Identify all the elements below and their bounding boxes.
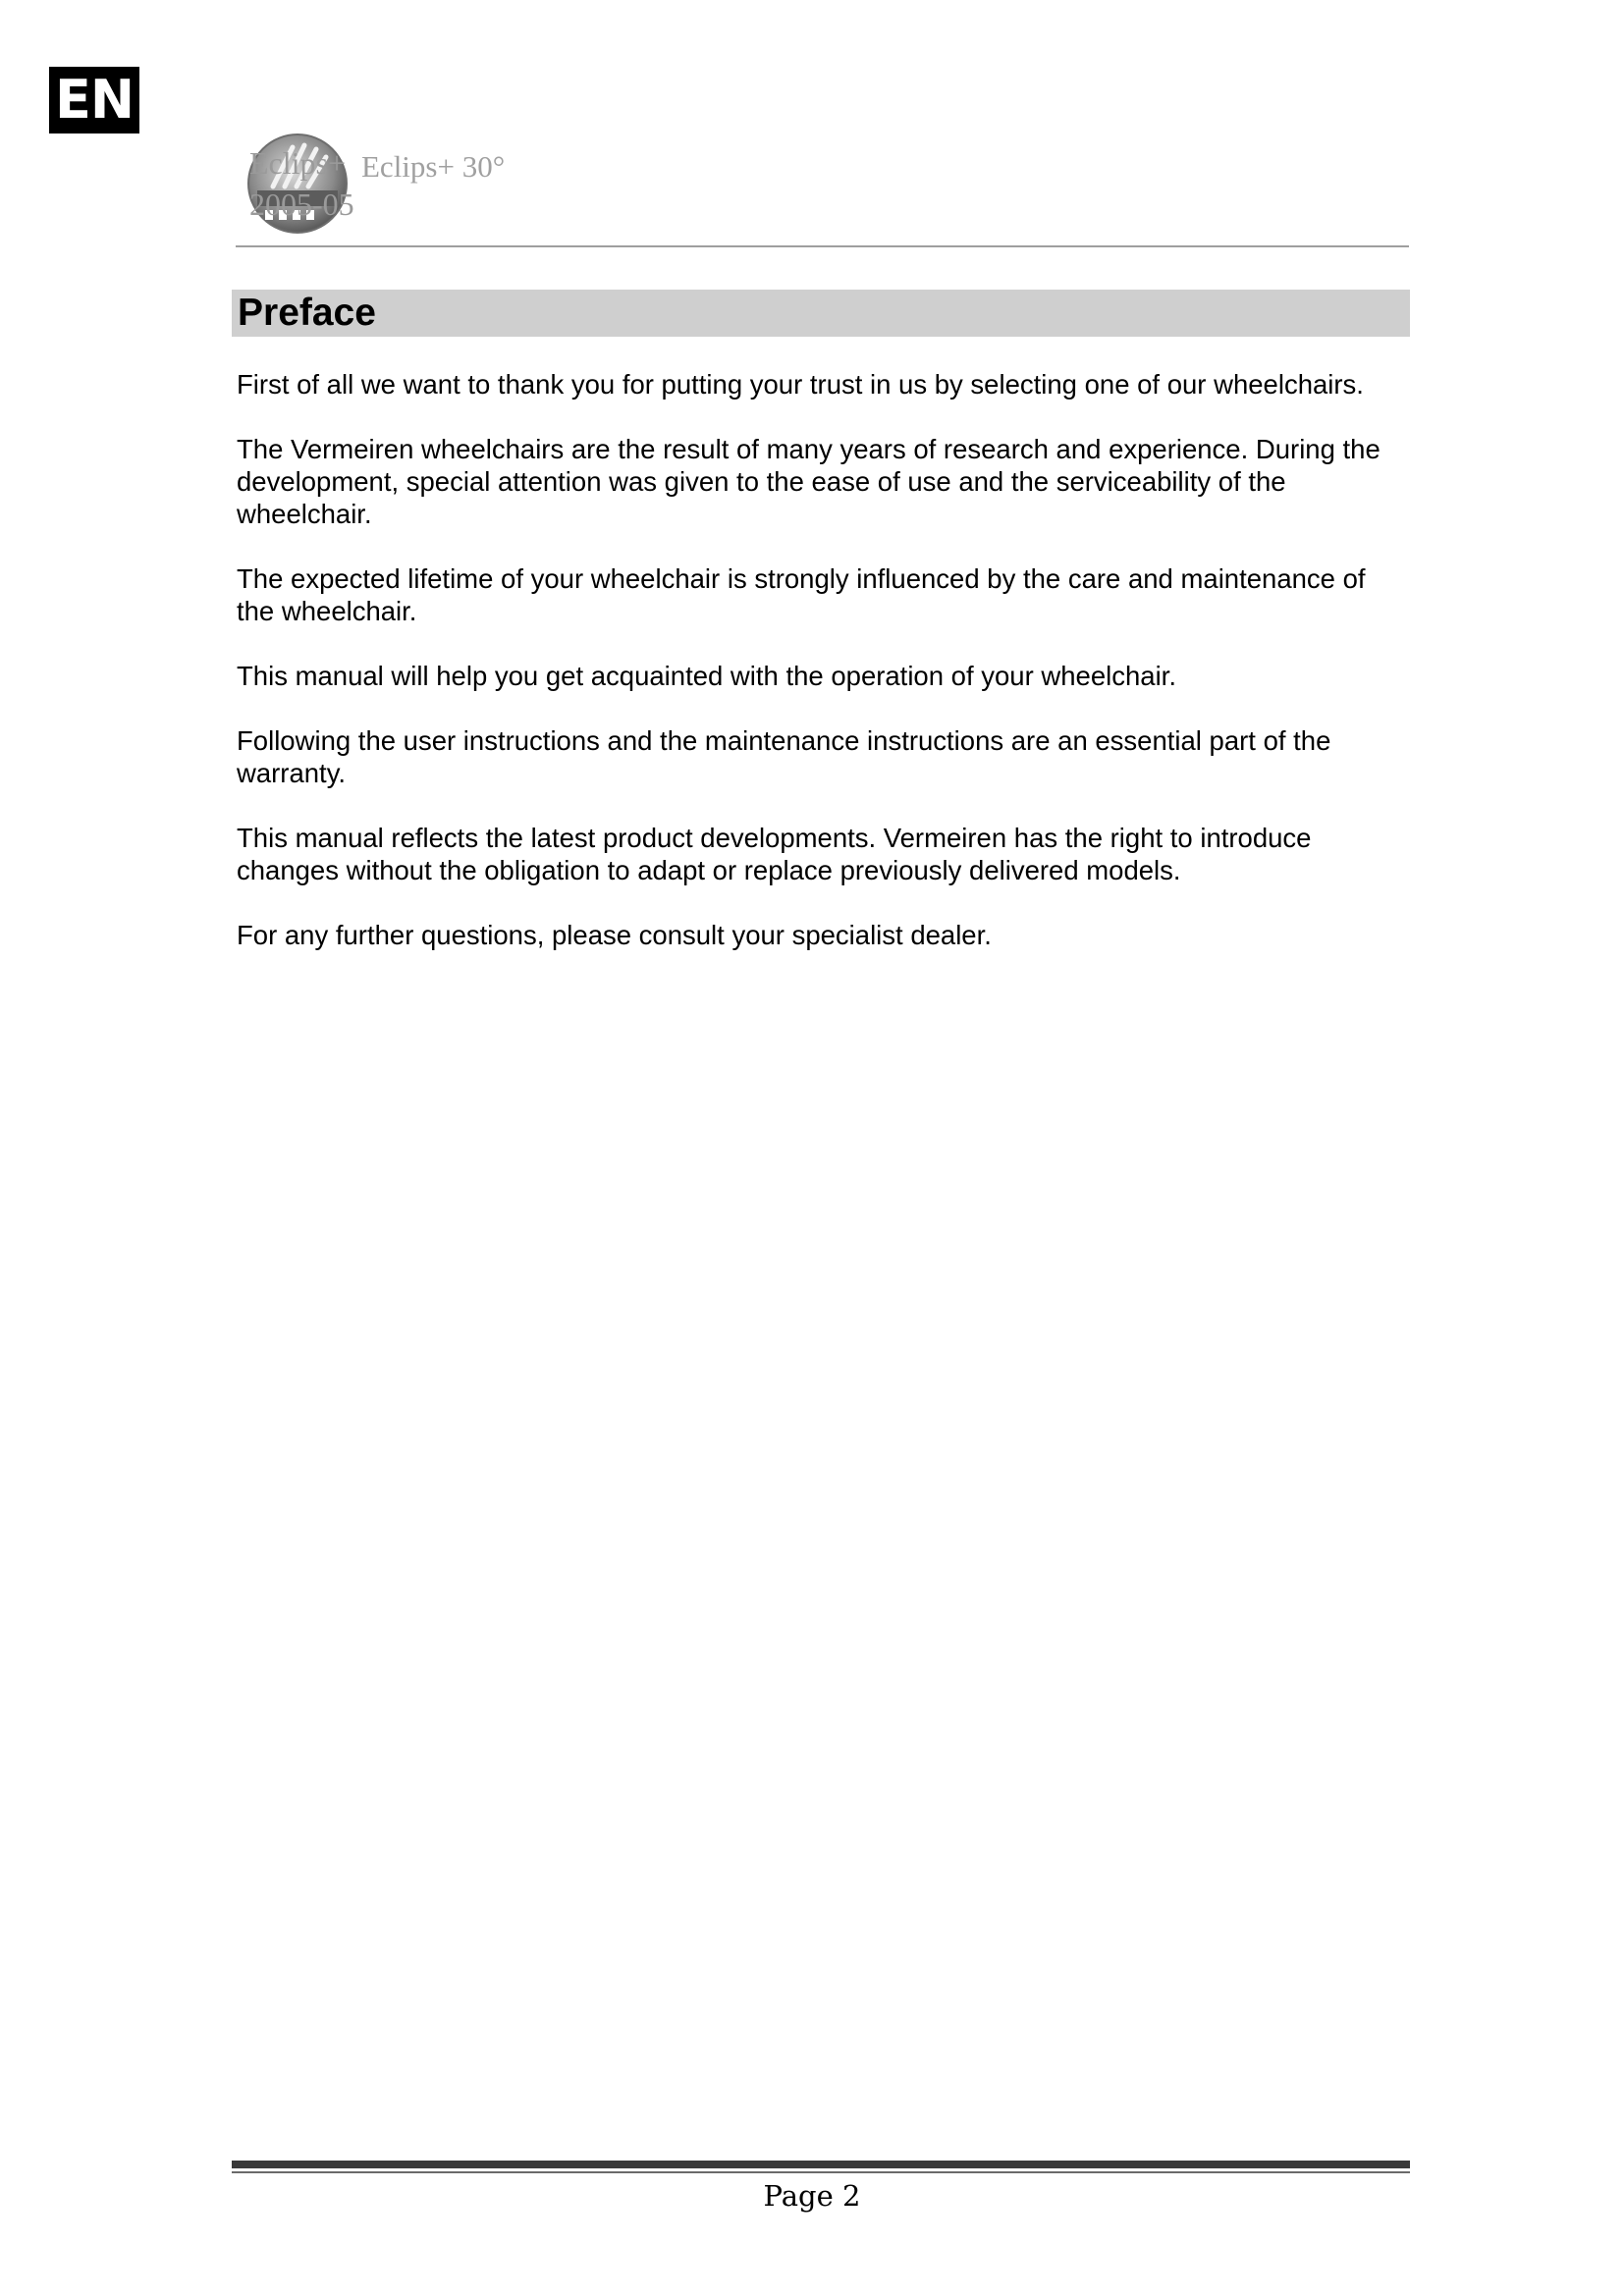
logo-overlay-date: 2005-05	[249, 187, 354, 222]
preface-body	[237, 368, 1410, 984]
paragraph: First of all we want to thank you for putting your trust in us by selecting one of our wheelchairs.	[237, 369, 1364, 400]
logo-overlay-text: Eclips+	[249, 145, 347, 181]
footer-divider-thin	[232, 2171, 1410, 2173]
paragraph: This manual reflects the latest product developments. Vermeiren has the right to introduce changes without the obligation to adapt or replace previously delivered models.	[237, 823, 1312, 885]
header-divider	[236, 245, 1409, 247]
paragraph: The expected lifetime of your wheelchair is strongly influenced by the care and maintenance of the wheelchair.	[237, 563, 1366, 626]
section-heading: Preface	[232, 290, 1410, 337]
paragraph: For any further questions, please consult your specialist dealer.	[237, 920, 992, 950]
language-badge: EN	[49, 67, 139, 133]
paragraph: This manual will help you get acquainted with the operation of your wheelchair.	[237, 661, 1176, 691]
page-number: Page 2	[763, 2179, 861, 2213]
paragraph: Following the user instructions and the maintenance instructions are an essential part of the warranty.	[237, 725, 1331, 788]
footer-divider	[232, 2161, 1410, 2168]
paragraph: The Vermeiren wheelchairs are the result of many years of research and experience. During the development, special attention was given to the ease of use and the serviceability of the wheelchair.	[237, 434, 1380, 529]
page-header	[236, 118, 1409, 247]
product-title: Eclips+ 30°	[361, 149, 506, 184]
